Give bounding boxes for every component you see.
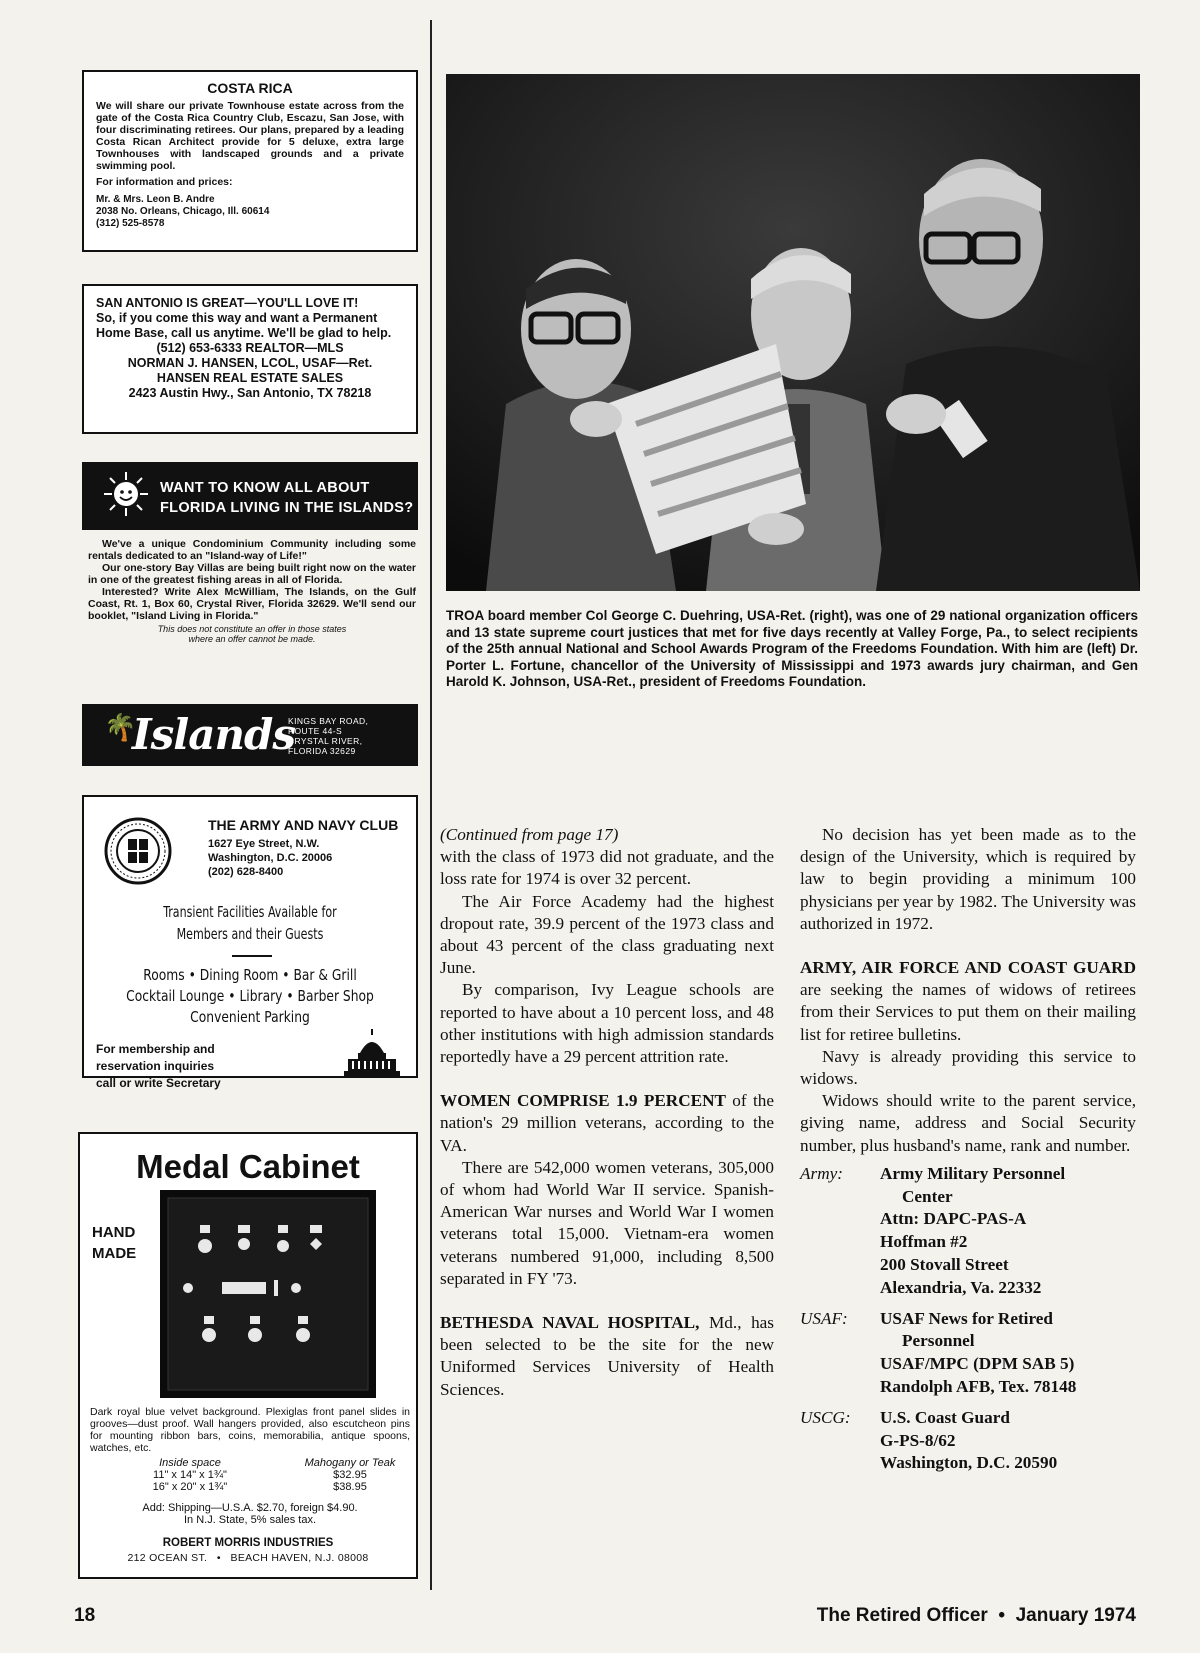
club-name: THE ARMY AND NAVY CLUB bbox=[208, 817, 399, 833]
caption-lead: TROA board member bbox=[446, 608, 582, 623]
price-row: 11" x 14" x 1¾" $32.95 bbox=[153, 1469, 367, 1481]
ad-heading: SAN ANTONIO IS GREAT—YOU'LL LOVE IT! bbox=[96, 296, 359, 310]
caption-text: Col George C. Duehring, USA-Ret. (right), was one of 29 national organization officers and 13 state supreme court justices that met for five days recently at Valley Forge, Pa., to select recipients of the 25th annual National and School Awards Program of the Freedoms Foundation. With him are (left) Dr. Porter L. Fortune, chancellor of the University of Mississippi and 1973 awards jury chairman, and Gen Harold K. Johnson, USA-Ret., president of Freedoms Foundation. bbox=[446, 608, 1138, 689]
ad-paragraph: Interested? Write Alex McWilliam, The Islands, on the Gulf Coast, Rt. 1, Box 60, Crystal River, Florida 32629. We'll send our booklet, "Island Living in Florida." bbox=[88, 586, 416, 622]
ad-heading: COSTA RICA bbox=[207, 80, 293, 96]
ad-contact bbox=[96, 194, 404, 230]
contact-phone: (312) 525-8578 bbox=[96, 218, 165, 229]
banner-text bbox=[160, 478, 413, 518]
price-table bbox=[90, 1457, 410, 1493]
address-army: Army: Army Military Personnel Center Attn: DAPC-PAS-A Hoffman #2 200 Stovall Street Alexandria, Va. 22332 bbox=[800, 1163, 1066, 1297]
continued-note: (Continued from page 17) bbox=[440, 825, 619, 844]
address-usaf: USAF: USAF News for Retired Personnel USAF/MPC (DPM SAB 5) Randolph AFB, Tex. 78148 bbox=[800, 1308, 1077, 1397]
article-paragraph: with the class of 1973 did not graduate, and the loss rate for 1974 is over 32 percent. bbox=[440, 847, 774, 889]
address-uscg: USCG: U.S. Coast Guard G-PS-8/62 Washington, D.C. 20590 bbox=[800, 1407, 1058, 1473]
ad-paragraph: Our one-story Bay Villas are being built right now on the water in one of the greatest fishing areas in all of Florida. bbox=[88, 562, 416, 586]
article-paragraph: WOMEN COMPRISE 1.9 PERCENT of the nation's 29 million veterans, according to the VA. bbox=[440, 1091, 774, 1155]
article-paragraph: No decision has yet been made as to the design of the University, which is required by law to begin providing a minimum 100 physicians per year by 1982. The University was authorized in 1972. bbox=[800, 825, 1136, 933]
ad-line: NORMAN J. HANSEN, LCOL, USAF—Ret. bbox=[127, 356, 373, 370]
palm-tree-icon: 🌴 bbox=[104, 712, 137, 742]
article-paragraph: BETHESDA NAVAL HOSPITAL, Md., has been selected to be the site for the new Uniformed Services University of Health Sciences. bbox=[440, 1313, 774, 1399]
ad-body: So, if you come this way and want a Permanent Home Base, call us anytime. We'll be glad to help. bbox=[96, 311, 392, 340]
florida-body bbox=[88, 538, 416, 644]
san-antonio-ad bbox=[82, 284, 418, 434]
medal-cabinet-ad bbox=[78, 1132, 418, 1579]
column-divider bbox=[430, 20, 432, 1590]
ad-line: HANSEN REAL ESTATE SALES bbox=[156, 371, 344, 385]
article-paragraph: There are 542,000 women veterans, 305,000 of whom had World War II service. Spanish-American War nurses and World War I women veterans total 15,000. Vietnam-era women veterans numbered 91,000, including 8,500 separated in FY '73. bbox=[440, 1157, 774, 1288]
sun-icon bbox=[104, 472, 148, 516]
florida-islands-ad bbox=[82, 462, 418, 767]
page-number: 18 bbox=[74, 1605, 96, 1626]
logo-address: KINGS BAY ROAD, ROUTE 44-S CRYSTAL RIVER, FLORIDA 32629 bbox=[288, 716, 369, 756]
army-navy-club-ad bbox=[82, 795, 418, 1090]
florida-banner bbox=[82, 462, 418, 530]
section-lead: ARMY, AIR FORCE AND COAST GUARD bbox=[800, 958, 1136, 978]
club-seal-icon bbox=[104, 817, 172, 885]
membership-inquiries: For membership and reservation inquiries call or write Secretary bbox=[96, 1042, 221, 1090]
medal-cabinet-photo bbox=[160, 1190, 376, 1398]
article-paragraph: Navy is already providing this service to widows. bbox=[800, 1046, 1136, 1089]
ad-title: Medal Cabinet bbox=[136, 1148, 360, 1185]
company-address: 212 OCEAN ST. • BEACH HAVEN, N.J. 08008 bbox=[127, 1552, 369, 1564]
ad-line: 2423 Austin Hwy., San Antonio, TX 78218 bbox=[128, 386, 372, 400]
islands-logo bbox=[82, 704, 418, 766]
capitol-dome-icon bbox=[342, 1029, 402, 1079]
logo-word: Islands bbox=[132, 710, 296, 759]
divider bbox=[232, 955, 272, 957]
shipping-info: Add: Shipping—U.S.A. $2.70, foreign $4.90. In N.J. State, 5% sales tax. bbox=[142, 1502, 358, 1526]
costa-rica-ad bbox=[82, 70, 418, 252]
ad-info-line: For information and prices: bbox=[96, 176, 233, 188]
section-lead: WOMEN COMPRISE 1.9 PERCENT bbox=[440, 1091, 726, 1111]
ad-body: We will share our private Townhouse estate across from the gate of the Costa Rica Country Club, Escazu, San Jose, with four discriminating retirees. Our plans, prepared by a leading Costa Rican Architect provide for 5 deluxe, extra large Townhouses with landscaped grounds and a private swimming pool. bbox=[96, 100, 404, 172]
photo-caption bbox=[446, 608, 1138, 691]
section-lead: BETHESDA NAVAL HOSPITAL, bbox=[440, 1313, 700, 1333]
ad-paragraph: We've a unique Condominium Community including some rentals dedicated to an "Island-way of Life!" bbox=[88, 538, 416, 562]
article-paragraph: By comparison, Ivy League schools are reported to have about a 10 percent loss, and 48 other institutions with high admission standards reportedly have a 29 percent attrition rate. bbox=[440, 980, 774, 1067]
article-column-left bbox=[440, 824, 774, 1401]
price-table-header: Inside space Mahogany or Teak bbox=[159, 1457, 396, 1469]
article-column-right bbox=[800, 824, 1136, 1475]
hand-made-label: HAND MADE bbox=[92, 1224, 137, 1262]
ad-line: (512) 653-6333 REALTOR—MLS bbox=[156, 341, 344, 355]
banner-line: FLORIDA LIVING IN THE ISLANDS? bbox=[160, 500, 414, 516]
banner-line: WANT TO KNOW ALL ABOUT bbox=[160, 480, 370, 496]
ad-description: Dark royal blue velvet background. Plexiglas front panel slides in grooves—dust proof. Wall hangers provided, also escutcheon pins for mounting ribbon bars, coins, memorabilia, antique spoons, watches, etc. bbox=[90, 1406, 410, 1454]
article-paragraph: Widows should write to the parent service, giving name, address and Social Security number, plus husband's name, rank and number. bbox=[800, 1091, 1136, 1155]
facilities-list: Rooms • Dining Room • Bar & Grill Cocktail Lounge • Library • Barber Shop Convenient Parking bbox=[126, 966, 374, 1026]
article-paragraph: The Air Force Academy had the highest dropout rate, 39.9 percent of the 1973 class and about 43 percent of the class graduating next June. bbox=[440, 891, 774, 978]
transient-facilities: Transient Facilities Available for Members and their Guests bbox=[163, 903, 337, 943]
price-row: 16" x 20" x 1¾" $38.95 bbox=[152, 1481, 367, 1493]
running-footer: The Retired Officer • January 1974 bbox=[816, 1605, 1136, 1626]
disclaimer: This does not constitute an offer in those states where an offer cannot be made. bbox=[157, 624, 347, 644]
company-name: ROBERT MORRIS INDUSTRIES bbox=[162, 1537, 334, 1549]
article-paragraph: ARMY, AIR FORCE AND COAST GUARD are seeking the names of widows of retirees from their Services to put them on their mailing list for retiree bulletins. bbox=[800, 958, 1136, 1044]
contact-address: 2038 No. Orleans, Chicago, Ill. 60614 bbox=[96, 206, 270, 217]
board-members-photo bbox=[446, 74, 1140, 591]
contact-name: Mr. & Mrs. Leon B. Andre bbox=[96, 194, 215, 205]
club-address: 1627 Eye Street, N.W. Washington, D.C. 20006 (202) 628-8400 bbox=[208, 838, 333, 878]
